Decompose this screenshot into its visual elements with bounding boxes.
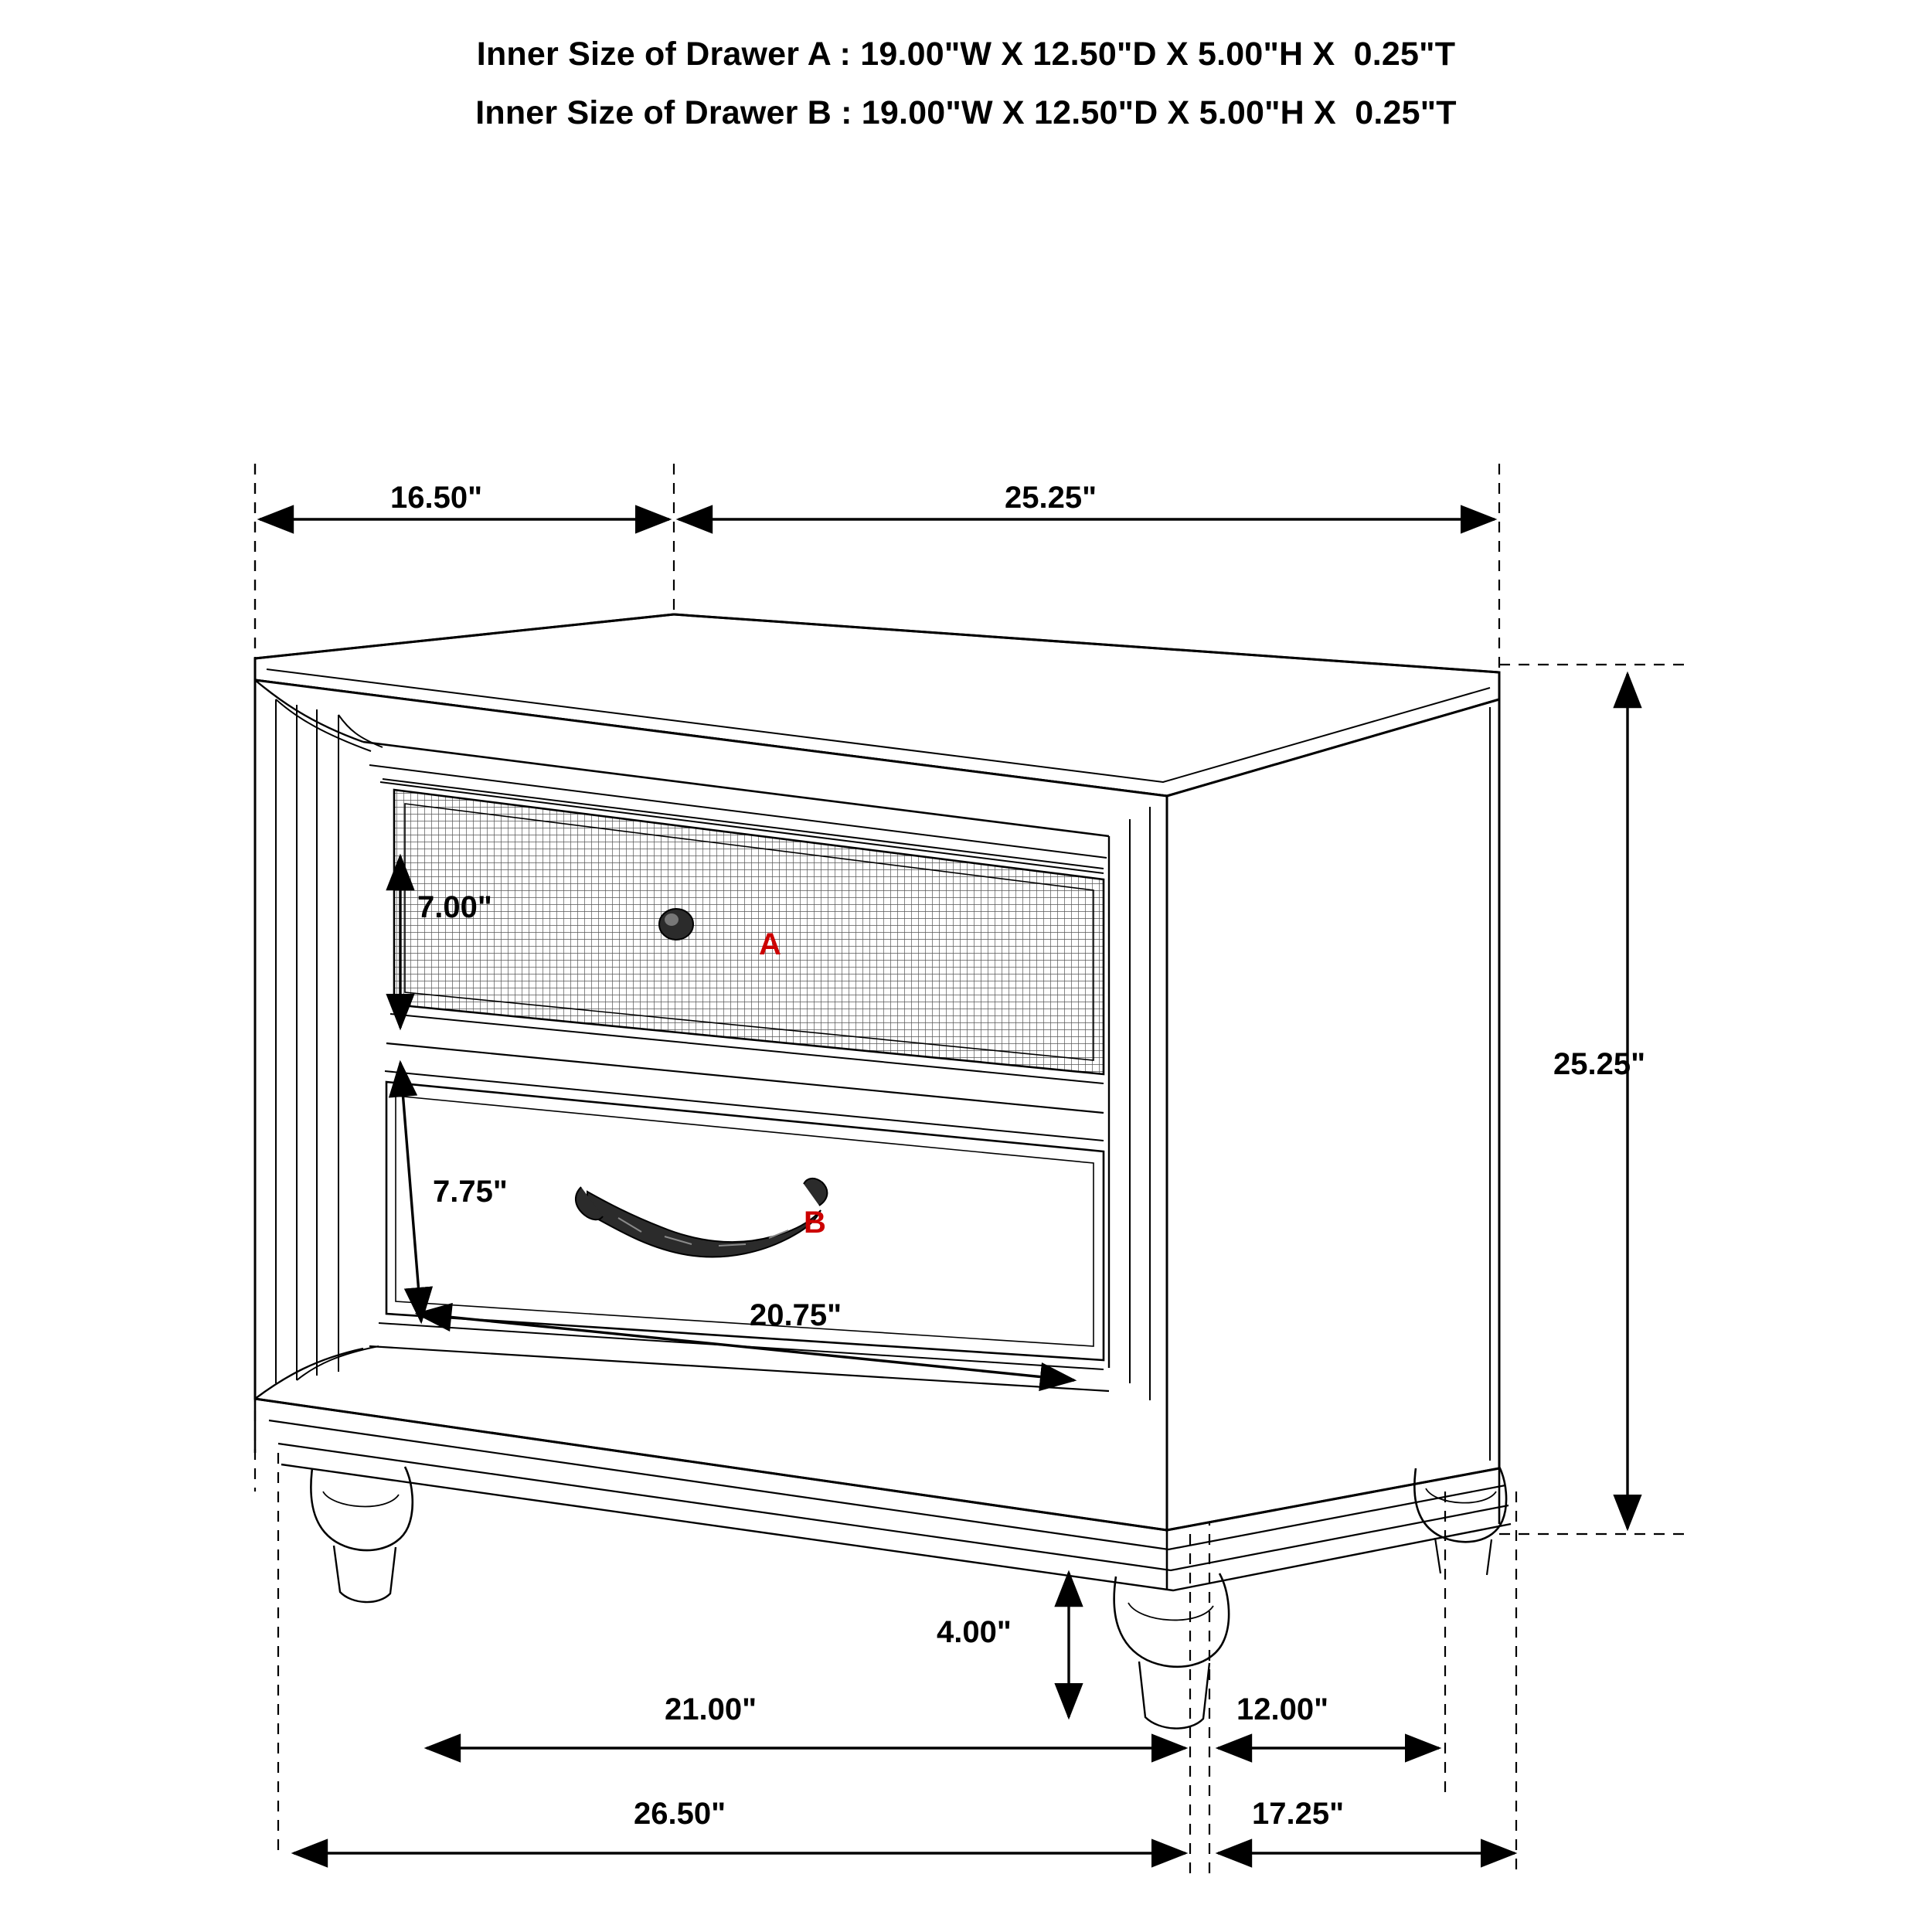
dim-drawer-a-height-label: 7.00" bbox=[417, 890, 492, 924]
dim-top-depth-label: 16.50" bbox=[390, 481, 483, 515]
dim-overall-width-label: 26.50" bbox=[634, 1797, 726, 1831]
dim-leg-height-label: 4.00" bbox=[937, 1615, 1012, 1649]
drawer-b-inner-size-text: Inner Size of Drawer B : 19.00"W X 12.50"D X 5.00"H X 0.25"T bbox=[475, 94, 1457, 131]
dim-overall-depth-label: 17.25" bbox=[1252, 1797, 1345, 1831]
callout-drawer-a: A bbox=[759, 927, 781, 961]
drawer-a-inner-size-text: Inner Size of Drawer A : 19.00"W X 12.50"D X 5.00"H X 0.25"T bbox=[476, 36, 1456, 73]
callout-drawer-b: B bbox=[804, 1206, 826, 1240]
dim-front-inner-width-label: 21.00" bbox=[665, 1692, 757, 1726]
dim-top-width-label: 25.25" bbox=[1005, 481, 1097, 515]
dim-overall-height-label: 25.25" bbox=[1553, 1047, 1646, 1081]
drawer-a-knob bbox=[659, 909, 693, 940]
dim-side-inner-depth-label: 12.00" bbox=[1236, 1692, 1329, 1726]
dim-drawer-front-width-label: 20.75" bbox=[750, 1298, 842, 1332]
dim-drawer-b-height-label: 7.75" bbox=[433, 1175, 508, 1209]
